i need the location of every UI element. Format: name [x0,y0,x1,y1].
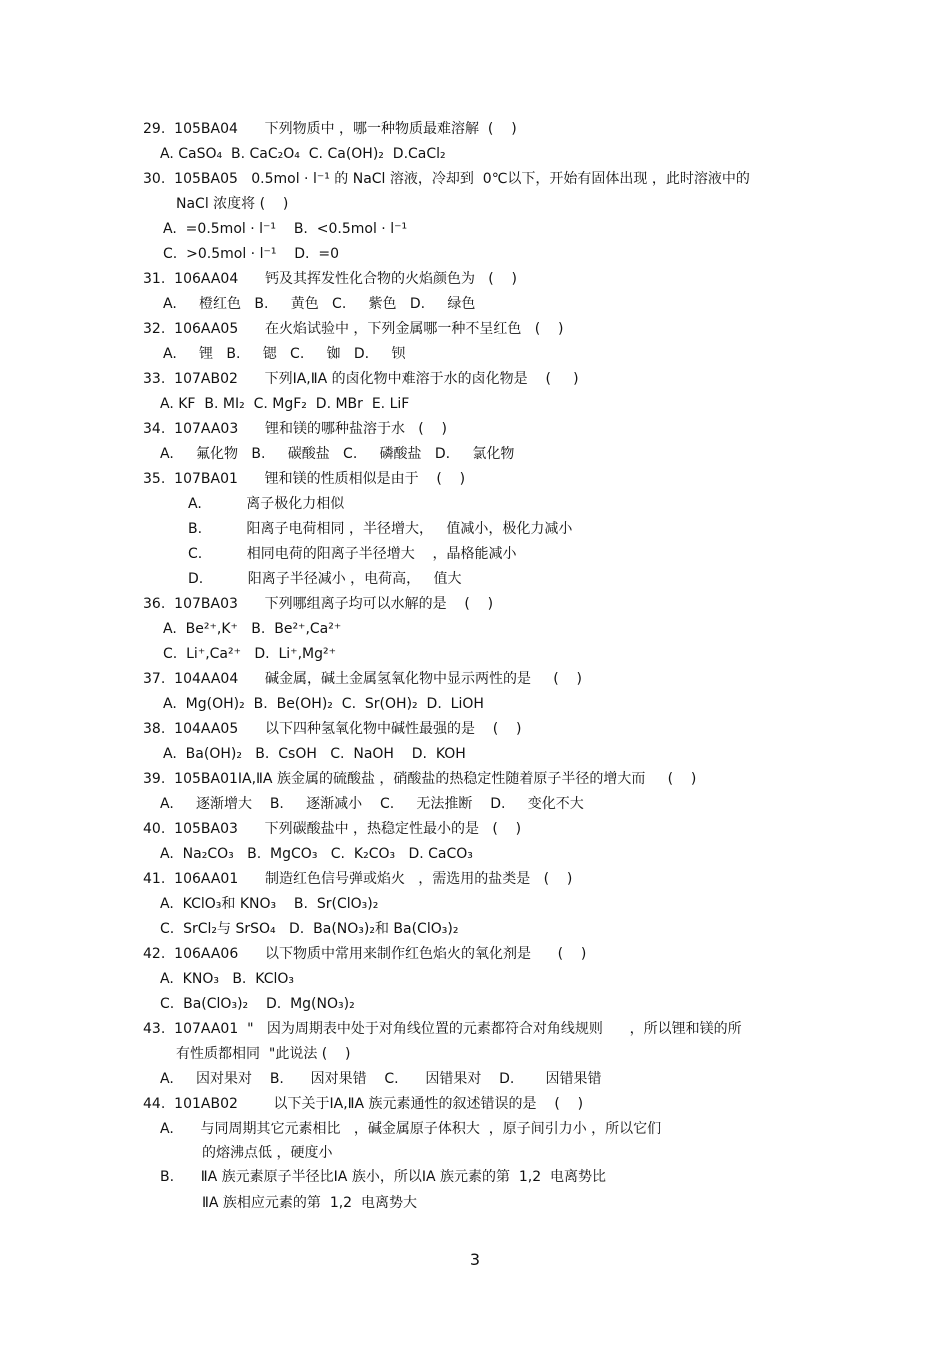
text-line: A. KNO₃ B. KClO₃ [160,971,294,987]
text-line: 37. 104AA04 碱金属，碱土金属氢氧化物中显示两性的是 ( ) [143,671,582,687]
text-line: C. >0.5mol · l⁻¹ D. =0 [163,246,340,262]
text-line: A. KClO₃和 KNO₃ B. Sr(ClO₃)₂ [160,896,379,912]
text-line: B. ⅡA 族元素原子半径比ⅠA 族小，所以ⅠA 族元素的第 1,2 电离势比 [160,1169,607,1185]
text-line: 的熔沸点低 ，硬度小 [202,1145,333,1161]
text-line: 36. 107BA03 下列哪组离子均可以水解的是 ( ) [143,596,494,612]
text-line: 41. 106AA01 制造红色信号弹或焰火 ，需选用的盐类是 ( ) [143,871,573,887]
text-line: A. =0.5mol · l⁻¹ B. <0.5mol · l⁻¹ [163,221,408,237]
text-line: C. Ba(ClO₃)₂ D. Mg(NO₃)₂ [160,996,355,1012]
text-line: 43. 107AA01 " 因为周期表中处于对角线位置的元素都符合对角线规则 ，所以锂和镁的所 [143,1021,742,1037]
text-line: 32. 106AA05 在火焰试验中 ，下列金属哪一种不呈红色 ( ) [143,321,564,337]
text-line: A. 离子极化力相似 [188,496,345,512]
text-line: 34. 107AA03 锂和镁的哪种盐溶于水 ( ) [143,421,448,437]
text-line: 29. 105BA04 下列物质中 ，哪一种物质最难溶解 ( ) [143,121,517,137]
text-line: A. 锂 B. 锶 C. 铷 D. 钡 [163,346,406,362]
text-line: A. Na₂CO₃ B. MgCO₃ C. K₂CO₃ D. CaCO₃ [160,846,473,862]
text-line: NaCl 浓度将 ( ) [176,196,289,212]
text-line: A. KF B. MI₂ C. MgF₂ D. MBr E. LiF [160,396,410,412]
text-line: 42. 106AA06 以下物质中常用来制作红色焰火的氧化剂是 ( ) [143,946,587,962]
text-line: 30. 105BA05 0.5mol · l⁻¹ 的 NaCl 溶液，冷却到 0℃以下，开始有固体出现 ，此时溶液中的 [143,171,750,187]
text-line: 35. 107BA01 锂和镁的性质相似是由于 ( ) [143,471,466,487]
text-line: ⅡA 族相应元素的第 1,2 电离势大 [202,1195,417,1211]
text-line: C. Li⁺,Ca²⁺ D. Li⁺,Mg²⁺ [163,646,336,662]
text-line: A. 因对果对 B. 因对果错 C. 因错果对 D. 因错果错 [160,1071,602,1087]
text-line: 40. 105BA03 下列碳酸盐中 ，热稳定性最小的是 ( ) [143,821,522,837]
text-line: A. Ba(OH)₂ B. CsOH C. NaOH D. KOH [163,746,466,762]
text-line: 33. 107AB02 下列ⅠA,ⅡA 的卤化物中难溶于水的卤化物是 ( ) [143,371,579,387]
text-line: C. 相同电荷的阳离子半径增大 ，晶格能减小 [188,546,517,562]
text-line: A. 与同周期其它元素相比 ，碱金属原子体积大 ，原子间引力小 ，所以它们 [160,1121,662,1137]
text-line: 39. 105BA01ⅠA,ⅡA 族金属的硫酸盐 ，硝酸盐的热稳定性随着原子半径的增大而 ( ) [143,771,697,787]
text-line: A. 逐渐增大 B. 逐渐减小 C. 无法推断 D. 变化不大 [160,796,584,812]
text-line: A. Be²⁺,K⁺ B. Be²⁺,Ca²⁺ [163,621,342,637]
text-line: A. Mg(OH)₂ B. Be(OH)₂ C. Sr(OH)₂ D. LiOH [163,696,484,712]
text-line: A. CaSO₄ B. CaC₂O₄ C. Ca(OH)₂ D.CaCl₂ [160,146,446,162]
text-line: B. 阳离子电荷相同 ，半径增大， 值减小，极化力减小 [188,521,573,537]
text-line: A. 橙红色 B. 黄色 C. 紫色 D. 绿色 [163,296,476,312]
text-line: D. 阳离子半径减小 ，电荷高， 值大 [188,571,462,587]
text-line: 44. 101AB02 以下关于ⅠA,ⅡA 族元素通性的叙述错误的是 ( ) [143,1096,584,1112]
page-number: 3 [469,1250,481,1269]
text-line: C. SrCl₂与 SrSO₄ D. Ba(NO₃)₂和 Ba(ClO₃)₂ [160,921,459,937]
text-line: 有性质都相同 "此说法 ( ) [176,1046,351,1062]
text-line: 31. 106AA04 钙及其挥发性化合物的火焰颜色为 ( ) [143,271,518,287]
text-line: 38. 104AA05 以下四种氢氧化物中碱性最强的是 ( ) [143,721,522,737]
text-line: A. 氟化物 B. 碳酸盐 C. 磷酸盐 D. 氯化物 [160,446,515,462]
